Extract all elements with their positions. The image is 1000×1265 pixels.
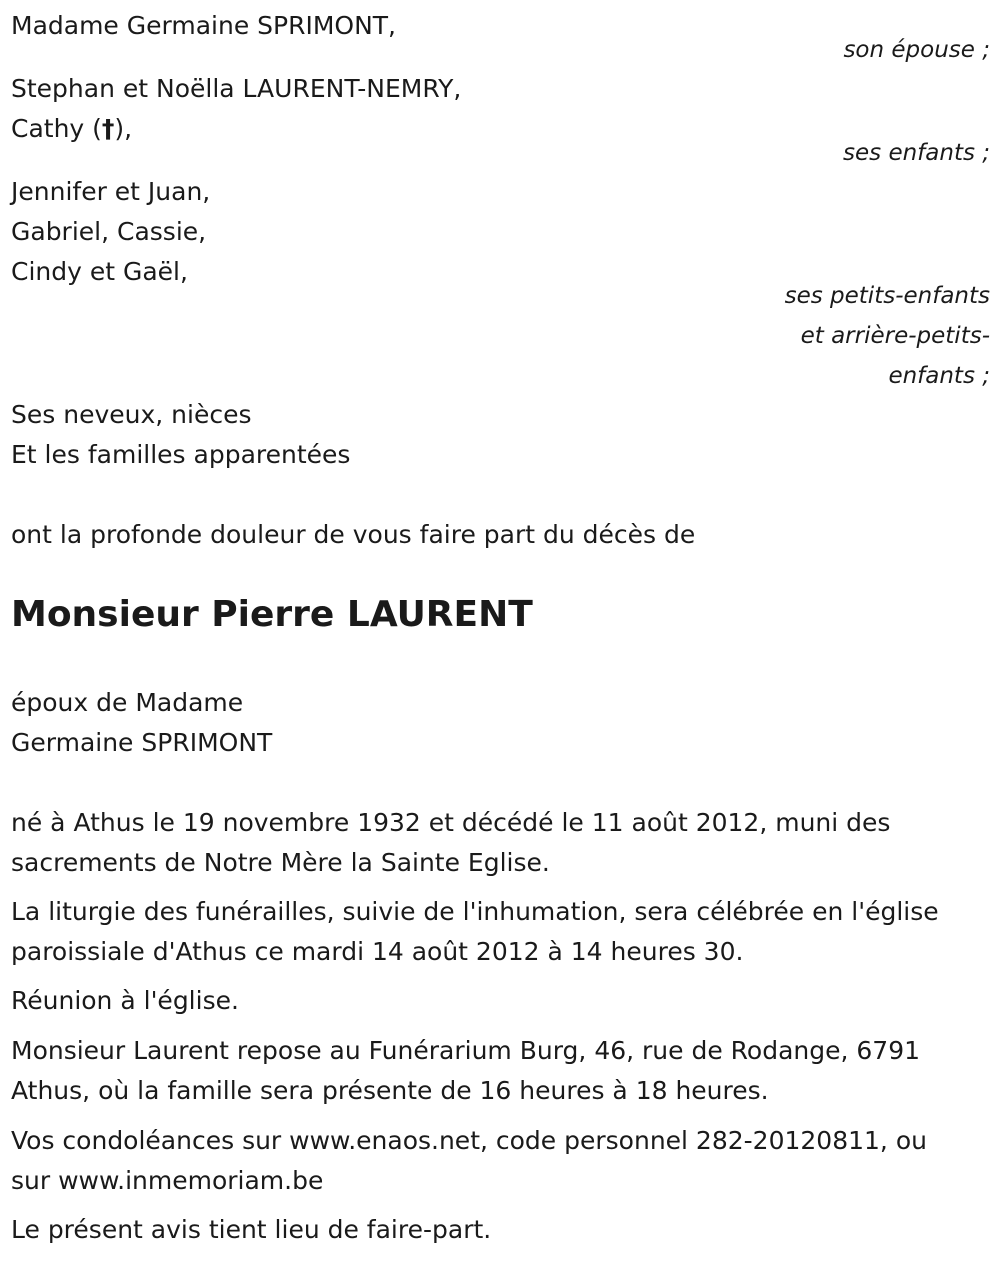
condolences-line-1: Vos condoléances sur www.enaos.net, code personnel 282-20120811, ou [11,1126,927,1155]
children-line-1: Stephan et Noëlla LAURENT-NEMRY, [11,74,462,103]
children-name-cathy: Cathy ( [11,114,102,143]
spouse-name: Madame Germaine SPRIMONT, [11,11,396,40]
rest-line-1: Monsieur Laurent repose au Funérarium Burg, 46, rue de Rodange, 6791 [11,1036,921,1065]
spouse-of-line-2: Germaine SPRIMONT [11,728,273,757]
grandchildren-line-1: Jennifer et Juan, [11,177,211,206]
birth-death-line-1: né à Athus le 19 novembre 1932 et décédé le 11 août 2012, muni des [11,808,891,837]
notice-text: Le présent avis tient lieu de faire-part. [11,1215,492,1244]
grandchildren-role-line-3: enfants ; [888,363,990,389]
grandchildren-line-2: Gabriel, Cassie, [11,217,207,246]
relatives-line-1: Ses neveux, nièces [11,400,252,429]
children-role: ses enfants ; [843,140,990,166]
rest-line-2: Athus, où la famille sera présente de 16 heures à 18 heures. [11,1076,769,1105]
birth-death-line-2: sacrements de Notre Mère la Sainte Eglise. [11,848,550,877]
deceased-name: Monsieur Pierre LAURENT [11,594,533,635]
liturgy-line-1: La liturgie des funérailles, suivie de l'inhumation, sera célébrée en l'église [11,897,939,926]
spouse-of-line-1: époux de Madame [11,688,244,717]
grandchildren-role-line-2: et arrière-petits- [800,323,990,349]
announcement-intro: ont la profonde douleur de vous faire part du décès de [11,520,696,549]
cross-icon: † [101,114,115,143]
liturgy-line-2: paroissiale d'Athus ce mardi 14 août 2012 à 14 heures 30. [11,937,744,966]
grandchildren-role-line-1: ses petits-enfants [784,283,990,309]
children-line-2 [11,114,132,144]
condolences-line-2: sur www.inmemoriam.be [11,1166,324,1195]
spouse-role: son épouse ; [843,37,990,63]
relatives-line-2: Et les familles apparentées [11,440,351,469]
meeting-text: Réunion à l'église. [11,986,239,1015]
grandchildren-line-3: Cindy et Gaël, [11,257,188,286]
children-line-2-end: ), [114,114,133,143]
